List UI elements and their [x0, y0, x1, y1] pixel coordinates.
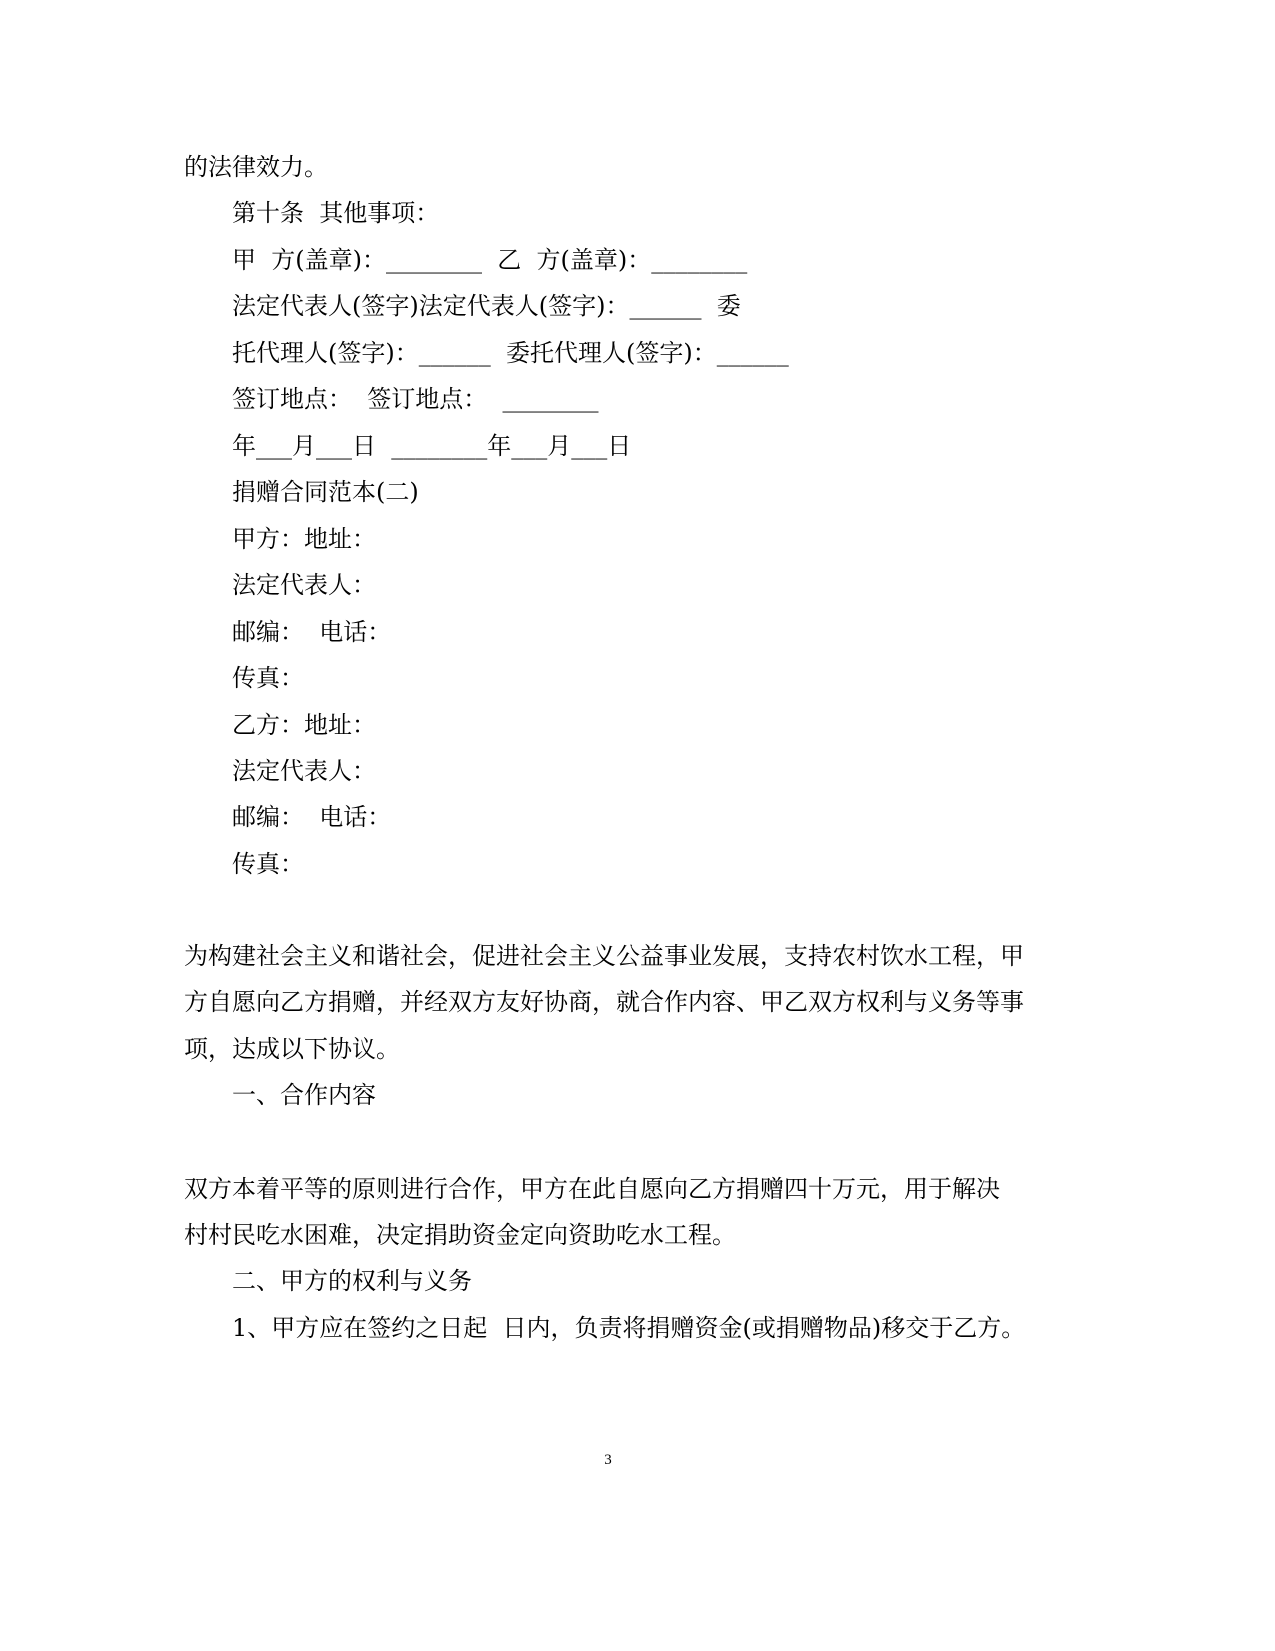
- section-title: 捐赠合同范本(二): [232, 478, 419, 506]
- section-heading: 一、合作内容: [232, 1081, 376, 1109]
- clause-line: 1、甲方应在签约之日起 日内，负责将捐赠资金(或捐赠物品)移交于乙方。: [232, 1314, 1026, 1342]
- paragraph-line: 项，达成以下协议。: [184, 1035, 400, 1063]
- signing-place-line: 签订地点： 签订地点： ________: [232, 385, 599, 413]
- text-line: 的法律效力。: [184, 153, 328, 181]
- paragraph-line: 方自愿向乙方捐赠，并经双方友好协商，就合作内容、甲乙双方权利与义务等事: [184, 988, 1024, 1016]
- signature-line: 托代理人(签字)：______ 委托代理人(签字)：______: [232, 339, 789, 367]
- party-a-address: 甲方：地址：: [232, 525, 376, 553]
- paragraph-line: 双方本着平等的原则进行合作，甲方在此自愿向乙方捐赠四十万元，用于解决: [184, 1175, 1000, 1203]
- page-number: 3: [604, 1452, 612, 1468]
- party-a-contact: 邮编： 电话：: [232, 618, 392, 646]
- section-heading: 二、甲方的权利与义务: [232, 1267, 472, 1295]
- party-a-representative: 法定代表人：: [232, 571, 376, 599]
- party-a-fax: 传真：: [232, 664, 304, 692]
- party-b-contact: 邮编： 电话：: [232, 803, 392, 831]
- paragraph-line: 为构建社会主义和谐社会，促进社会主义公益事业发展，支持农村饮水工程，甲: [184, 942, 1024, 970]
- paragraph-line: 村村民吃水困难，决定捐助资金定向资助吃水工程。: [184, 1221, 736, 1249]
- party-b-address: 乙方：地址：: [232, 711, 376, 739]
- signature-line: 法定代表人(签字)法定代表人(签字)：______ 委: [232, 292, 741, 320]
- article-heading: 第十条 其他事项：: [232, 199, 440, 227]
- party-b-fax: 传真：: [232, 850, 304, 878]
- date-line: 年___月___日 ________年___月___日: [232, 432, 632, 460]
- signature-line: 甲 方(盖章)：________ 乙 方(盖章)：________: [232, 246, 748, 274]
- party-b-representative: 法定代表人：: [232, 757, 376, 785]
